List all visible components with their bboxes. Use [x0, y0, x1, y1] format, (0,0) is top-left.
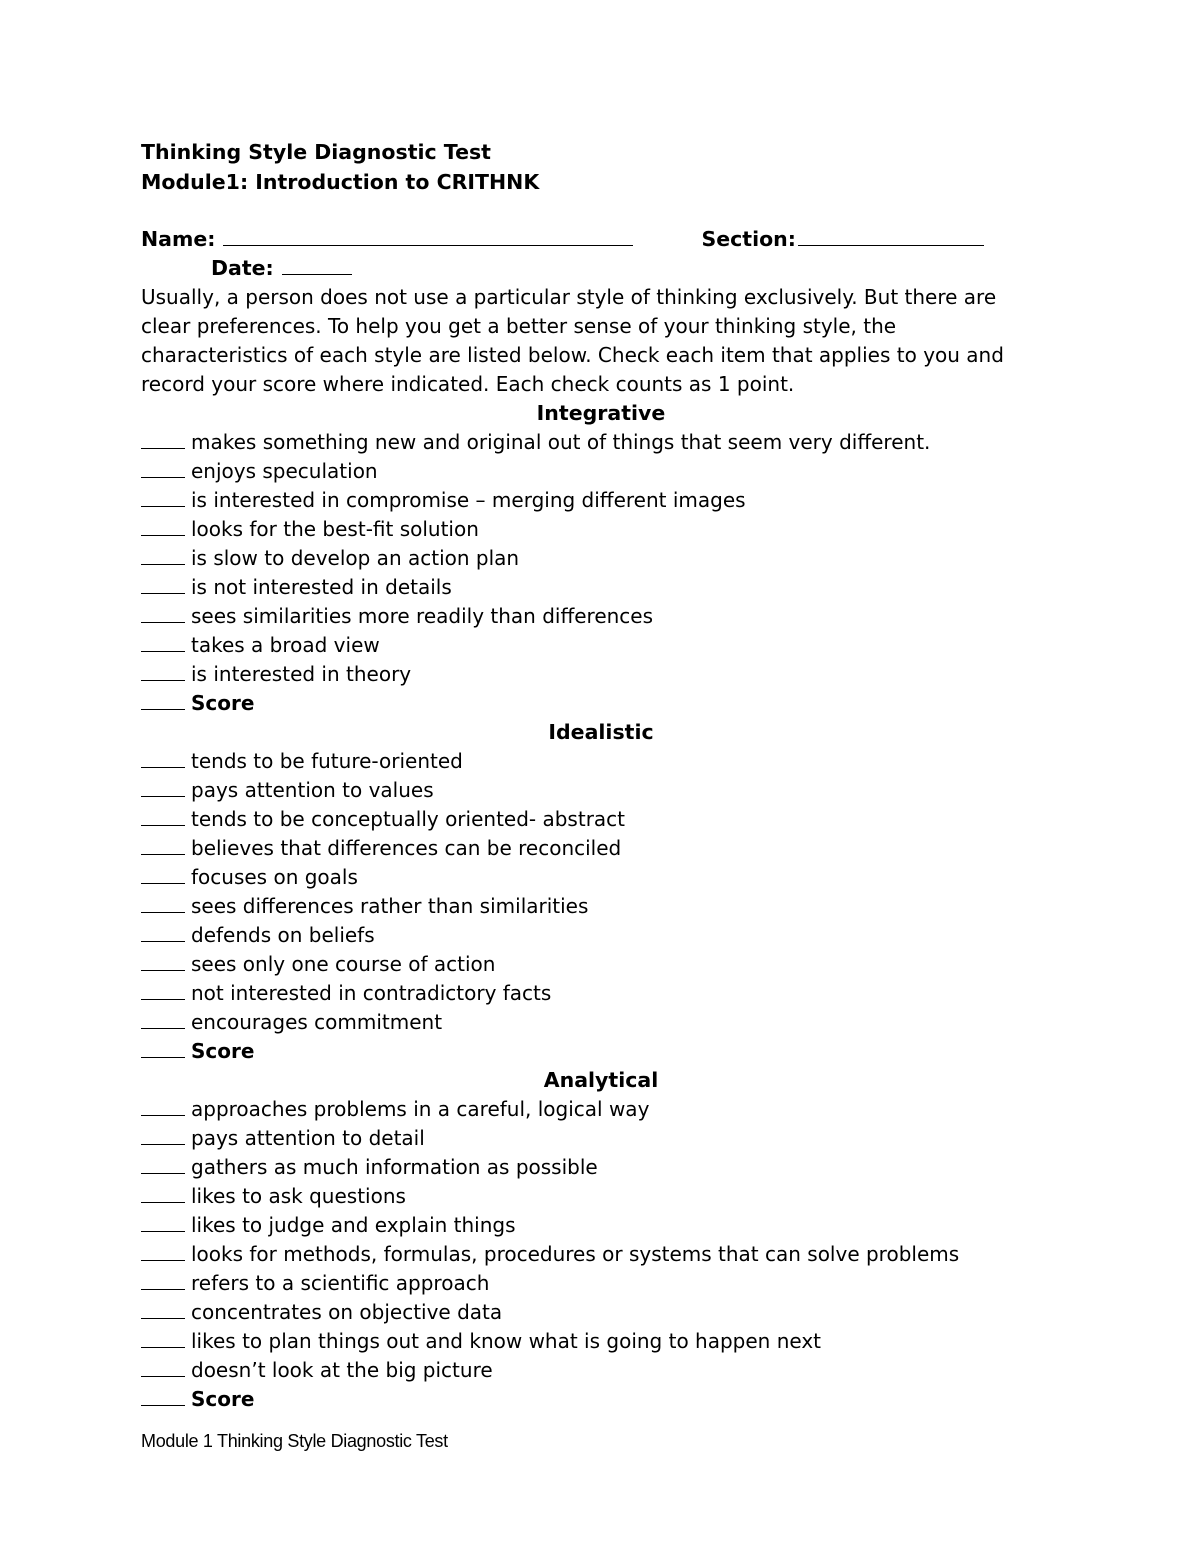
score-label: Score	[191, 1387, 255, 1411]
checklist-item-text: likes to judge and explain things	[191, 1213, 516, 1237]
score-row	[141, 689, 1041, 718]
checklist-item	[141, 1327, 1041, 1356]
checklist-item-text: is slow to develop an action plan	[191, 546, 520, 570]
checklist-item-text: looks for the best-fit solution	[191, 517, 479, 541]
check-blank[interactable]	[141, 1183, 185, 1203]
date-label: Date:	[211, 256, 274, 280]
checklist-item	[141, 428, 1041, 457]
check-blank[interactable]	[141, 748, 185, 768]
check-blank[interactable]	[141, 1357, 185, 1377]
check-blank[interactable]	[141, 458, 185, 478]
document-body	[141, 138, 1041, 1414]
checklist-item	[141, 921, 1041, 950]
checklist-item	[141, 805, 1041, 834]
checklist-item-text: pays attention to values	[191, 778, 434, 802]
checklist-item-text: approaches problems in a careful, logical way	[191, 1097, 650, 1121]
check-blank[interactable]	[141, 1125, 185, 1145]
score-row	[141, 1385, 1041, 1414]
score-label: Score	[191, 1039, 255, 1063]
instructions-paragraph: Usually, a person does not use a particular style of thinking exclusively. But there are clear preferences. To help you get a better sense of your thinking style, the characteristics of each style are listed below. Check each item that applies to you and record your score where indicated. Each check counts as 1 point.	[141, 285, 1004, 396]
checklist-item-text: not interested in contradictory facts	[191, 981, 552, 1005]
checklist-item-text: is interested in compromise – merging different images	[191, 488, 746, 512]
checklist-item-text: believes that differences can be reconciled	[191, 836, 622, 860]
check-blank[interactable]	[141, 806, 185, 826]
checklist-item	[141, 776, 1041, 805]
checklist-item-text: refers to a scientific approach	[191, 1271, 490, 1295]
checklist-item	[141, 834, 1041, 863]
checklist-item-text: is interested in theory	[191, 662, 412, 686]
section-heading: Analytical	[543, 1068, 659, 1092]
checklist-item	[141, 863, 1041, 892]
checklist-item	[141, 660, 1041, 689]
check-blank[interactable]	[141, 1096, 185, 1116]
check-blank[interactable]	[141, 777, 185, 797]
checklist-item-text: defends on beliefs	[191, 923, 375, 947]
score-row	[141, 1037, 1041, 1066]
spacer	[141, 197, 1041, 224]
check-blank[interactable]	[141, 545, 185, 565]
date-row	[141, 254, 1041, 283]
score-blank[interactable]	[141, 690, 185, 710]
check-blank[interactable]	[141, 893, 185, 913]
checklist-item	[141, 573, 1041, 602]
checklist-item	[141, 1182, 1041, 1211]
check-blank[interactable]	[141, 1270, 185, 1290]
check-blank[interactable]	[141, 1212, 185, 1232]
section-field[interactable]	[798, 226, 984, 246]
section-heading: Integrative	[536, 401, 666, 425]
checklist-item-text: enjoys speculation	[191, 459, 378, 483]
check-blank[interactable]	[141, 632, 185, 652]
module-title: Module1: Introduction to CRITHNK	[141, 169, 540, 194]
check-blank[interactable]	[141, 922, 185, 942]
checklist-item-text: pays attention to detail	[191, 1126, 425, 1150]
checklist-item	[141, 1356, 1041, 1385]
checklist-item	[141, 486, 1041, 515]
checklist-item	[141, 602, 1041, 631]
checklist-item-text: focuses on goals	[191, 865, 358, 889]
checklist-item	[141, 457, 1041, 486]
name-section-row	[141, 224, 1041, 254]
check-blank[interactable]	[141, 1328, 185, 1348]
checklist-item-text: concentrates on objective data	[191, 1300, 503, 1324]
check-blank[interactable]	[141, 516, 185, 536]
checklist-item-text: tends to be future-oriented	[191, 749, 463, 773]
checklist-item	[141, 1240, 1041, 1269]
check-blank[interactable]	[141, 487, 185, 507]
document-title: Thinking Style Diagnostic Test	[141, 140, 491, 164]
checklist-item	[141, 1153, 1041, 1182]
checklist-item-text: sees differences rather than similarities	[191, 894, 589, 918]
checklist-item	[141, 892, 1041, 921]
checklist-item	[141, 950, 1041, 979]
page-footer: Module 1 Thinking Style Diagnostic Test	[141, 1431, 448, 1451]
checklist-item	[141, 1298, 1041, 1327]
check-blank[interactable]	[141, 1241, 185, 1261]
checklist-item-text: looks for methods, formulas, procedures or systems that can solve problems	[191, 1242, 960, 1266]
check-blank[interactable]	[141, 429, 185, 449]
checklist-item-text: sees only one course of action	[191, 952, 496, 976]
checklist-item	[141, 747, 1041, 776]
sections-container	[141, 399, 1041, 1414]
check-blank[interactable]	[141, 603, 185, 623]
checklist-item-text: takes a broad view	[191, 633, 380, 657]
checklist-item-text: likes to ask questions	[191, 1184, 406, 1208]
checklist-item-text: is not interested in details	[191, 575, 452, 599]
check-blank[interactable]	[141, 1154, 185, 1174]
checklist-item-text: makes something new and original out of things that seem very different.	[191, 430, 931, 454]
check-blank[interactable]	[141, 574, 185, 594]
check-blank[interactable]	[141, 980, 185, 1000]
checklist-item	[141, 1124, 1041, 1153]
checklist-item-text: likes to plan things out and know what is going to happen next	[191, 1329, 822, 1353]
check-blank[interactable]	[141, 864, 185, 884]
checklist-item	[141, 1211, 1041, 1240]
check-blank[interactable]	[141, 1009, 185, 1029]
section-label: Section:	[701, 227, 796, 251]
score-blank[interactable]	[141, 1038, 185, 1058]
section-heading: Idealistic	[548, 720, 654, 744]
checklist-item-text: doesn’t look at the big picture	[191, 1358, 493, 1382]
name-field[interactable]	[223, 226, 633, 246]
checklist-item	[141, 1095, 1041, 1124]
score-blank[interactable]	[141, 1386, 185, 1406]
checklist-item	[141, 544, 1041, 573]
checklist-item	[141, 515, 1041, 544]
name-label: Name:	[141, 227, 216, 251]
checklist-item-text: encourages commitment	[191, 1010, 443, 1034]
checklist-item-text: sees similarities more readily than differences	[191, 604, 654, 628]
checklist-item-text: gathers as much information as possible	[191, 1155, 598, 1179]
checklist-item	[141, 979, 1041, 1008]
checklist-item	[141, 631, 1041, 660]
checklist-item-text: tends to be conceptually oriented- abstract	[191, 807, 626, 831]
check-blank[interactable]	[141, 835, 185, 855]
date-field[interactable]	[282, 255, 352, 275]
checklist-item	[141, 1269, 1041, 1298]
check-blank[interactable]	[141, 1299, 185, 1319]
score-label: Score	[191, 691, 255, 715]
checklist-item	[141, 1008, 1041, 1037]
check-blank[interactable]	[141, 951, 185, 971]
check-blank[interactable]	[141, 661, 185, 681]
